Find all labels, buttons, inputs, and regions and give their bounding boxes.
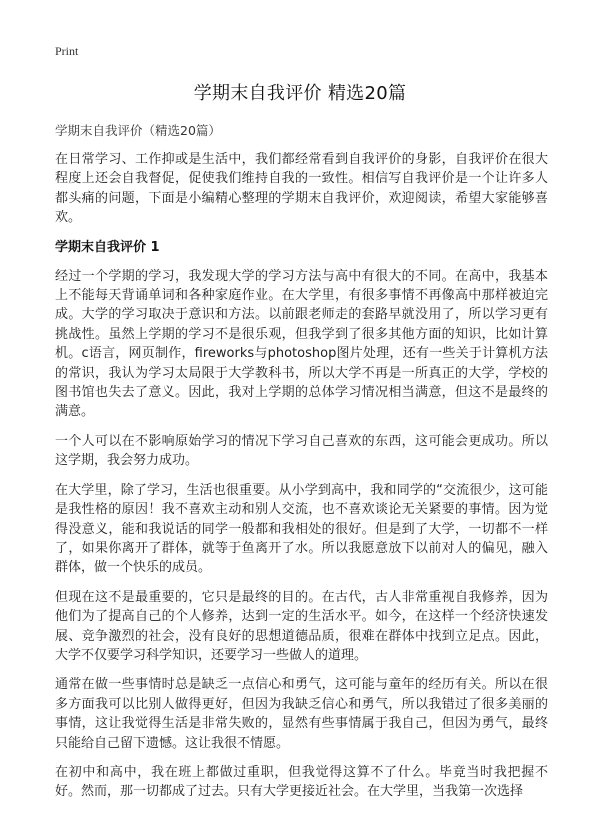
body-paragraph-6: 在初中和高中，我在班上都做过重职，但我觉得这算不了什么。毕竟当时我把握不好。然而，那一切都成了过去。只有大学更接近社会。在大学里，当我第一次选择 (55, 764, 548, 800)
body-paragraph-3: 在大学里，除了学习，生活也很重要。从小学到高中，我和同学的“交流很少，这可能是我性格的原因！我不喜欢主动和别人交流，也不喜欢谈论无关紧要的事情。因为觉得没意义，能和我说话的同学一般都和我相处的很好。但是到了大学，一切都不一样了，如果你离开了群体，就等于鱼离开了水。所以我愿意放下以前对人的偏见，融入群体，做一个快乐的成员。 (55, 482, 548, 576)
body-paragraph-2: 一个人可以在不影响原始学习的情况下学习自己喜欢的东西，这可能会更成功。所以这学期，我会努力成功。 (55, 433, 548, 469)
section-heading: 学期末自我评价 1 (55, 239, 160, 255)
body-paragraph-5: 通常在做一些事情时总是缺乏一点信心和勇气，这可能与童年的经历有关。所以在很多方面我可以比别人做得更好，但因为我缺乏信心和勇气，所以我错过了很多美丽的事情，这让我觉得生活是非常失败的，显然有些事情属于我自己，但因为勇气，最终只能给自己留下遗憾。这让我很不情愿。 (55, 677, 548, 751)
page-title: 学期末自我评价 精选20篇 (193, 83, 407, 104)
intro-paragraph: 在日常学习、工作抑或是生活中，我们都经常看到自我评价的身影，自我评价在很大程度上还会自我督促，促使我们维持自我的一致性。相信写自我评价是一个让许多人都头痛的问题，下面是小编精心整理的学期末自我评价，欢迎阅读，希望大家能够喜欢。 (55, 152, 548, 226)
body-paragraph-4: 但现在这不是最重要的，它只是最终的目的。在古代，古人非常重视自我修养，因为他们为了提高自己的个人修养，达到一定的生活水平。如今，在这样一个经济快速发展、竞争激烈的社会，没有良好的思想道德品质，很难在群体中找到立足点。因此，大学不仅要学习科学知识，还要学习一些做人的道理。 (55, 589, 548, 663)
body-paragraph-1: 经过一个学期的学习，我发现大学的学习方法与高中有很大的不同。在高中，我基本上不能每天背诵单词和各种家庭作业。在大学里，有很多事情不再像高中那样被迫完成。大学的学习取决于意识和方法。以前跟老师走的套路早就没用了，所以学习更有挑战性。虽然上学期的学习不是很乐观，但我学到了很多其他方面的知识，比如计算机。c语言，网页制作，fireworks与photoshop图片处理，还有一些关于计算机方法的常识，我认为学习太局限于大学教科书，所以大学不再是一所真正的大学，学校的图书馆也失去了意义。因此，我对上学期的总体学习情况相当满意，但这不是最终的满意。 (55, 268, 548, 420)
print-link[interactable]: Print (55, 44, 79, 58)
document-body (55, 150, 548, 812)
document-subtitle: 学期末自我评价（精选20篇） (55, 123, 221, 138)
